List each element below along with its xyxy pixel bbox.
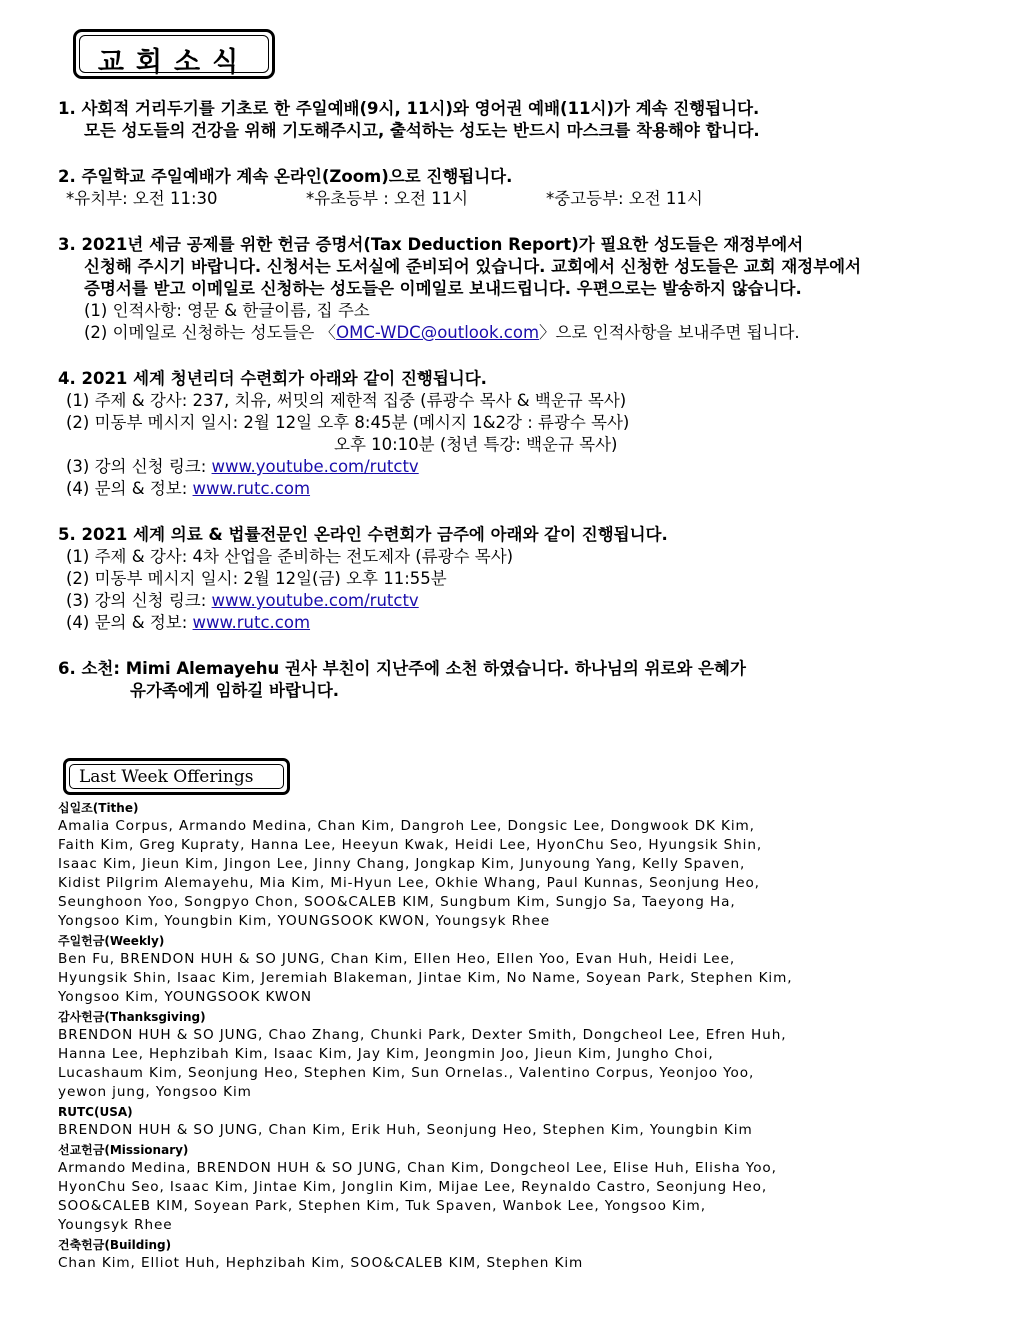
offering-names-line: yewon jung, Yongsoo Kim	[58, 1084, 252, 1100]
notice-4-item-4	[58, 478, 958, 500]
notice-1-line-2: 모든 성도들의 건강을 위해 기도해주시고, 출석하는 성도는 반드시 마스크를 착용해야 합니다.	[84, 121, 760, 140]
offering-names	[58, 817, 878, 931]
offering-names-line: Amalia Corpus, Armando Medina, Chan Kim, Dangroh Lee, Dongsic Lee, Dongwook DK Kim,	[58, 818, 755, 834]
offering-names-line: BRENDON HUH & SO JUNG, Chao Zhang, Chunki Park, Dexter Smith, Dongcheol Lee, Efren Huh,	[58, 1027, 787, 1043]
offering-names-line: Youngsyk Rhee	[58, 1217, 173, 1233]
offering-group	[58, 933, 878, 1007]
offering-names-line: Ben Fu, BRENDON HUH & SO JUNG, Chan Kim, Ellen Heo, Ellen Yoo, Evan Huh, Heidi Lee,	[58, 951, 736, 967]
offerings-title: Last Week Offerings	[79, 767, 254, 787]
notice-3-item-2-post: 〉으로 인적사항을 보내주면 됩니다.	[539, 323, 800, 342]
schedule-kindergarten: *유치부: 오전 11:30	[66, 189, 218, 208]
notice-3-line-2: 신청해 주시기 바랍니다. 신청서는 도서실에 준비되어 있습니다. 교회에서 신청한 성도들은 교회 재정부에서	[84, 257, 862, 276]
offering-names	[58, 1254, 878, 1273]
offering-category-label: 선교헌금(Missionary)	[58, 1143, 189, 1157]
offering-names	[58, 950, 878, 1007]
notice-1-line-1: 1. 사회적 거리두기를 기초로 한 주일예배(9시, 11시)와 영어권 예배(11시)가 계속 진행됩니다.	[58, 99, 760, 118]
notice-3-item-2-pre: (2) 이메일로 신청하는 성도들은 〈	[84, 323, 337, 342]
notice-5-item-2: (2) 미동부 메시지 일시: 2월 12일(금) 오후 11:55분	[66, 569, 447, 588]
page-title: 교회소식	[97, 47, 251, 78]
notice-5-item-3-pre: (3) 강의 신청 링크:	[66, 591, 212, 610]
notice-5-item-4-pre: (4) 문의 & 정보:	[66, 613, 193, 632]
offering-names-line: Armando Medina, BRENDON HUH & SO JUNG, Chan Kim, Dongcheol Lee, Elise Huh, Elisha Yoo,	[58, 1160, 777, 1176]
notice-4-item-2: (2) 미동부 메시지 일시: 2월 12일 오후 8:45분 (메시지 1&2강 : 류광수 목사)	[66, 413, 630, 432]
notice-4	[58, 368, 958, 500]
page-title-box	[73, 29, 275, 79]
offering-category-label: 십일조(Tithe)	[58, 801, 139, 815]
notice-2	[58, 166, 958, 210]
schedule-youth: *중고등부: 오전 11시	[546, 189, 703, 208]
offering-names	[58, 1121, 878, 1140]
notice-6-line-2: 유가족에게 임하길 바랍니다.	[130, 681, 340, 700]
offering-category-label: RUTC(USA)	[58, 1105, 133, 1119]
offering-category-label: 감사헌금(Thanksgiving)	[58, 1010, 206, 1024]
offering-names	[58, 1026, 878, 1102]
notice-4-item-3-pre: (3) 강의 신청 링크:	[66, 457, 212, 476]
notice-6-line-1: 6. 소천: Mimi Alemayehu 권사 부친이 지난주에 소천 하였습니다. 하나님의 위로와 은혜가	[58, 659, 746, 678]
offering-names-line: Isaac Kim, Jieun Kim, Jingon Lee, Jinny Chang, Jongkap Kim, Junyoung Yang, Kelly Spaven,	[58, 856, 746, 872]
notice-3	[58, 234, 958, 344]
notice-4-item-4-pre: (4) 문의 & 정보:	[66, 479, 193, 498]
rutc-link[interactable]: www.rutc.com	[192, 479, 311, 498]
offering-group	[58, 1104, 878, 1140]
offering-names-line: Faith Kim, Greg Kupraty, Hanna Lee, Heeyun Kwak, Heidi Lee, HyonChu Seo, Hyungsik Shin,	[58, 837, 763, 853]
offering-names-line: Hanna Lee, Hephzibah Kim, Isaac Kim, Jay Kim, Jeongmin Joo, Jieun Kim, Jungho Choi,	[58, 1046, 714, 1062]
notice-5	[58, 524, 958, 634]
offering-group	[58, 1009, 878, 1102]
notice-4-line-1: 4. 2021 세계 청년리더 수련회가 아래와 같이 진행됩니다.	[58, 369, 487, 388]
offering-names-line: HyonChu Seo, Isaac Kim, Jintae Kim, Jonglin Kim, Mijae Lee, Reynaldo Castro, Seonjung Heo,	[58, 1179, 768, 1195]
schedule-elementary: *유초등부 : 오전 11시	[306, 189, 469, 208]
notice-5-item-4	[58, 612, 958, 634]
offering-group	[58, 1237, 878, 1273]
youtube-link[interactable]: www.youtube.com/rutctv	[211, 457, 419, 476]
offering-names-line: Seunghoon Yoo, Songpyo Chon, SOO&CALEB KIM, Sungbum Kim, Sungjo Sa, Taeyong Ha,	[58, 894, 736, 910]
offering-group	[58, 800, 878, 931]
offering-names-line: Kidist Pilgrim Alemayehu, Mia Kim, Mi-Hyun Lee, Okhie Whang, Paul Kunnas, Seonjung Heo,	[58, 875, 760, 891]
offering-names-line: SOO&CALEB KIM, Soyean Park, Stephen Kim, Tuk Spaven, Wanbok Lee, Yongsoo Kim,	[58, 1198, 706, 1214]
offering-category-label: 주일헌금(Weekly)	[58, 934, 165, 948]
notice-5-item-3	[58, 590, 958, 612]
youtube-link[interactable]: www.youtube.com/rutctv	[211, 591, 419, 610]
notice-6	[58, 658, 958, 702]
email-link[interactable]: OMC-WDC@outlook.com	[336, 323, 540, 342]
notice-3-item-2	[58, 322, 958, 344]
offering-group	[58, 1142, 878, 1235]
notice-5-line-1: 5. 2021 세계 의료 & 법률전문인 온라인 수련회가 금주에 아래와 같이 진행됩니다.	[58, 525, 668, 544]
offering-category-label: 건축헌금(Building)	[58, 1238, 172, 1252]
offerings-title-box	[63, 758, 290, 795]
notice-3-item-1: (1) 인적사항: 영문 & 한글이름, 집 주소	[84, 301, 370, 320]
offering-names-line: Hyungsik Shin, Isaac Kim, Jeremiah Blakeman, Jintae Kim, No Name, Soyean Park, Stephen Kim,	[58, 970, 793, 986]
offering-names-line: Yongsoo Kim, YOUNGSOOK KWON	[58, 989, 312, 1005]
notice-3-line-3: 증명서를 받고 이메일로 신청하는 성도들은 이메일로 보내드립니다. 우편으로는 발송하지 않습니다.	[84, 279, 802, 298]
rutc-link[interactable]: www.rutc.com	[192, 613, 311, 632]
notice-5-item-1: (1) 주제 & 강사: 4차 산업을 준비하는 전도제자 (류광수 목사)	[66, 547, 514, 566]
offering-names	[58, 1159, 878, 1235]
notice-2-line-1: 2. 주일학교 주일예배가 계속 온라인(Zoom)으로 진행됩니다.	[58, 167, 513, 186]
offering-names-line: Yongsoo Kim, Youngbin Kim, YOUNGSOOK KWON, Youngsyk Rhee	[58, 913, 551, 929]
notice-list	[58, 98, 958, 726]
offering-names-line: Chan Kim, Elliot Huh, Hephzibah Kim, SOO&CALEB KIM, Stephen Kim	[58, 1255, 584, 1271]
notice-4-item-2b: 오후 10:10분 (청년 특강: 백운규 목사)	[334, 435, 618, 454]
offerings-list	[58, 800, 878, 1275]
notice-3-line-1: 3. 2021년 세금 공제를 위한 헌금 증명서(Tax Deduction Report)가 필요한 성도들은 재정부에서	[58, 235, 804, 254]
notice-1	[58, 98, 958, 142]
notice-2-schedule	[58, 188, 958, 210]
offering-names-line: Lucashaum Kim, Seonjung Heo, Stephen Kim, Sun Ornelas., Valentino Corpus, Yeonjoo Yoo,	[58, 1065, 755, 1081]
notice-4-item-3	[58, 456, 958, 478]
offering-names-line: BRENDON HUH & SO JUNG, Chan Kim, Erik Huh, Seonjung Heo, Stephen Kim, Youngbin Kim	[58, 1122, 753, 1138]
notice-4-item-1: (1) 주제 & 강사: 237, 치유, 써밋의 제한적 집중 (류광수 목사 & 백운규 목사)	[66, 391, 627, 410]
